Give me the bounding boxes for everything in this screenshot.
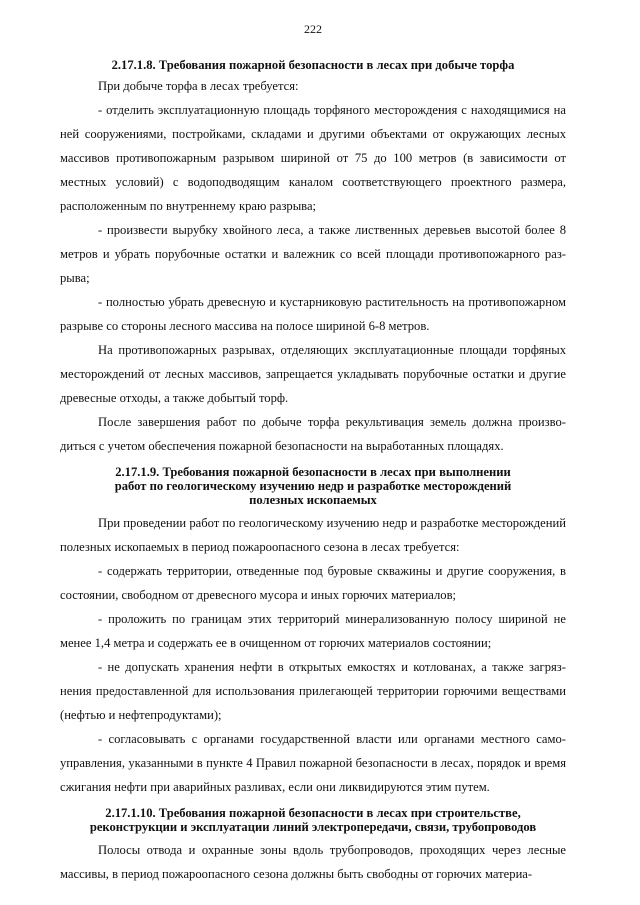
paragraph: - не допускать хранения нефти в открытых емкостях и котлованах, а также загрязнения предоставленной для использования прилегающей территории горючими веществами (нефтью и нефтепродуктами); bbox=[60, 660, 566, 722]
heading-line: полезных ископаемых bbox=[249, 493, 377, 507]
page-number: 222 bbox=[304, 22, 322, 36]
heading-line: 2.17.1.8. Требования пожарной безопасности в лесах при добыче торфа bbox=[111, 58, 515, 72]
document-page bbox=[60, 22, 566, 886]
section-heading bbox=[60, 465, 566, 507]
section-peat-extraction bbox=[60, 58, 566, 458]
heading-line: работ по геологическому изучению недр и разработке месторождений bbox=[114, 479, 512, 493]
paragraph: - полностью убрать древесную и кустарниковую растительность на противопожарном разрыве со стороны лесного массива на полосе шириной 6-8 метров. bbox=[60, 295, 566, 333]
section-heading bbox=[60, 58, 566, 72]
heading-line: 2.17.1.9. Требования пожарной безопасности в лесах при выполнении bbox=[115, 465, 511, 479]
heading-line: реконструкции и эксплуатации линий электропередачи, связи, трубопроводов bbox=[89, 820, 537, 834]
section-power-lines bbox=[60, 806, 566, 886]
paragraph: После завершения работ по добыче торфа рекультивация земель должна производиться с учетом обеспечения пожарной безопасности на выработанных площадях. bbox=[60, 415, 566, 453]
paragraph: Полосы отвода и охранные зоны вдоль трубопроводов, проходящих через лесные массивы, в период пожароопасного сезона должны быть свободны от горючих материа- bbox=[60, 843, 566, 881]
paragraph: - проложить по границам этих территорий минерализованную полосу шириной не менее 1,4 метра и содержать ее в очищенном от горючих материалов состоянии; bbox=[60, 612, 566, 650]
paragraph: На противопожарных разрывах, отделяющих эксплуатационные площади торфяных месторождений от лесных массивов, запрещается укладывать порубочные остатки и другие древесные отходы, а также добытый торф. bbox=[60, 343, 566, 405]
paragraph: - отделить эксплуатационную площадь торфяного месторождения с находящимися на ней сооружениями, постройками, складами и другими объектами от окружающих лесных массивов противопожарным разрывом шириной от 75 до 100 метров (в зависимости от местных условий) с водоподводящим каналом соответствующего проектного размера, расположенным по внутреннему краю разрыва; bbox=[60, 103, 566, 213]
paragraph: При добыче торфа в лесах требуется: bbox=[98, 79, 299, 93]
paragraph: - произвести вырубку хвойного леса, а также лиственных деревьев высотой более 8 метров и убрать порубочные остатки и валежник со всей площади противопожарного разрыва; bbox=[60, 223, 566, 285]
heading-line: 2.17.1.10. Требования пожарной безопасности в лесах при строительстве, bbox=[105, 806, 521, 820]
paragraph: - согласовывать с органами государственной власти или органами местного самоуправления, указанными в пункте 4 Правил пожарной безопасности в лесах, порядок и время сжигания нефти при аварийных разливах, если они ликвидируются этим путем. bbox=[60, 732, 566, 794]
paragraph: При проведении работ по геологическому изучению недр и разработке месторождений полезных ископаемых в период пожароопасного сезона в лесах требуется: bbox=[60, 516, 566, 554]
section-geological-works bbox=[60, 465, 566, 799]
paragraph: - содержать территории, отведенные под буровые скважины и другие сооружения, в состоянии, свободном от древесного мусора и иных горючих материалов; bbox=[60, 564, 566, 602]
section-heading bbox=[60, 806, 566, 834]
